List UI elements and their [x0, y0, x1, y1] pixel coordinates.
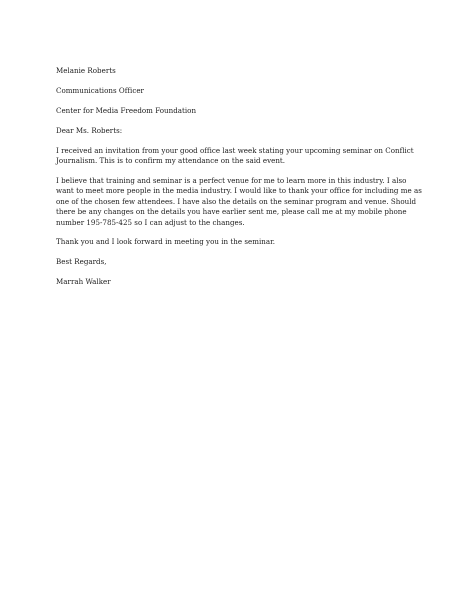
paragraph-confirmation: I received an invitation from your good office last week stating your upcoming seminar on Conflict Journalism. This is to confirm my attendance on the said event.	[56, 145, 414, 166]
paragraph-thanks: Thank you and I look forward in meeting you in the seminar.	[56, 237, 275, 247]
closing: Best Regards,	[56, 257, 107, 267]
recipient-organization: Center for Media Freedom Foundation	[56, 105, 197, 115]
recipient-name: Melanie Roberts	[56, 66, 116, 75]
salutation: Dear Ms. Roberts:	[56, 125, 123, 135]
paragraph-details: I believe that training and seminar is a perfect venue for me to learn more in this industry. I also want to meet more people in the media industry. I would like to thank your office for including me as one of the chosen few attendees. I have also the details on the seminar program and venue. Should there be any changes on the details you have earlier sent me, please call me at my mobile phone number 195-785-425 so I can adjust to the changes.	[56, 175, 422, 227]
sender-name: Marrah Walker	[56, 277, 111, 287]
recipient-title: Communications Officer	[56, 85, 144, 95]
letter-body	[56, 66, 426, 297]
